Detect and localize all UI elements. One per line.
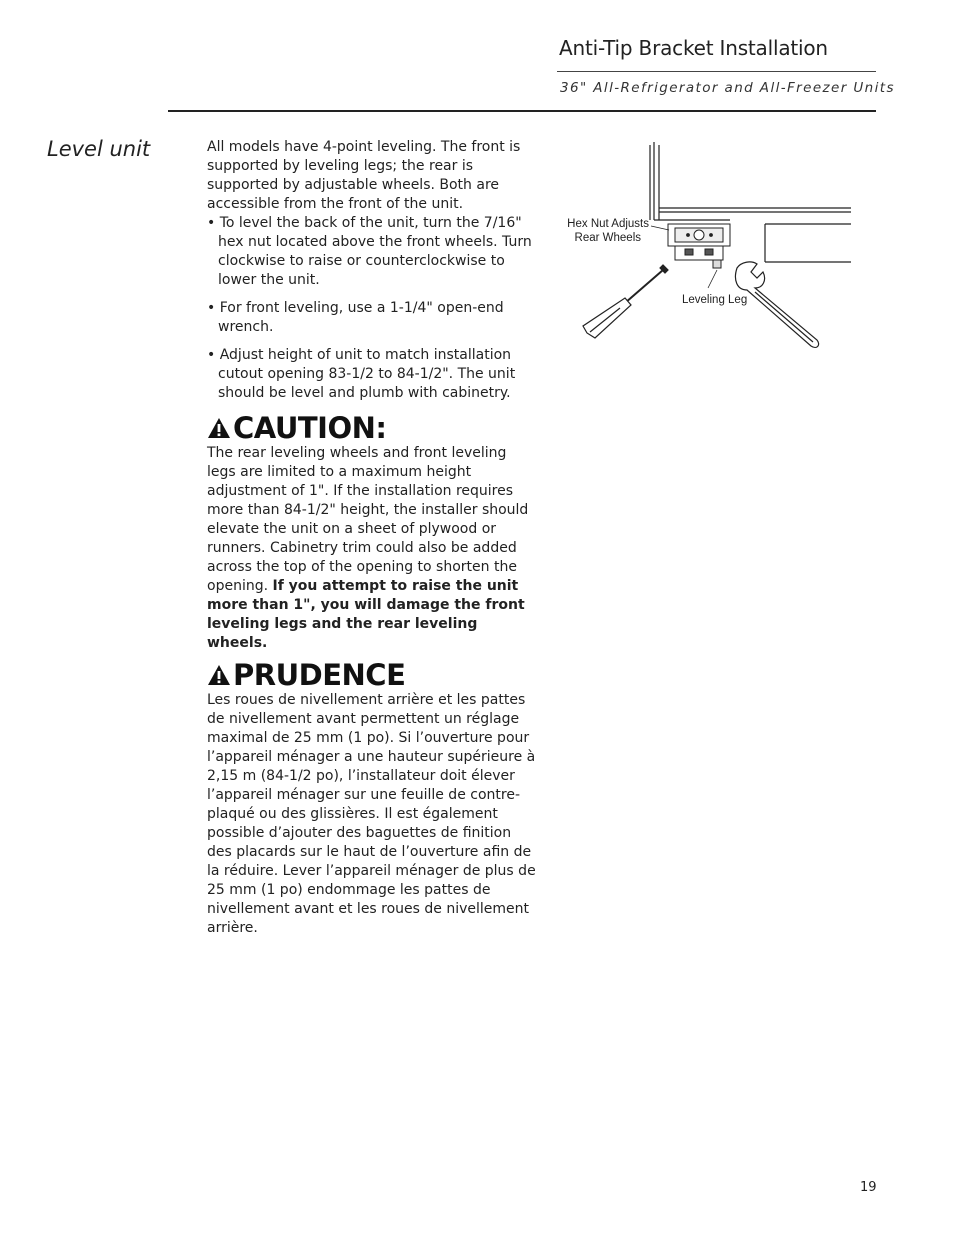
prudence-text: Les roues de nivellement arrière et les pattes de nivellement avant permettent un réglage maximal de 25 mm (1 po). Si l’ouverture pour l’appareil ménager a une hauteur supérieure à 2,15 m (84-1/2 po), l’installateur doit élever l’appareil ménager sur une feuille de contre-plaqué ou des glissières. Il est également possible d’ajouter des baguettes de finition des placards sur le haut de l’ouverture afin de la réduire. Lever l’appareil ménager de plus de 25 mm (1 po) endommage les pattes de nivellement avant et les roues de nivellement arrière. [207, 692, 536, 936]
header-title: Anti-Tip Bracket Installation [559, 36, 828, 60]
leveling-diagram [565, 140, 855, 355]
caution-text [207, 444, 537, 653]
prudence-label: PRUDENCE [233, 658, 406, 692]
section-title: Level unit [47, 137, 151, 161]
page-number: 19 [860, 1180, 877, 1195]
open-end-wrench [735, 262, 818, 348]
caution-label: CAUTION: [233, 411, 387, 445]
bullet-adjust-height: • Adjust height of unit to match installation cutout opening 83-1/2 to 84-1/2". The unit should be level and plumb with cabinetry. [207, 347, 516, 401]
warning-triangle-icon [207, 417, 231, 439]
caution-heading [207, 412, 537, 444]
label-hex-nut: Hex Nut Adjusts [567, 218, 649, 230]
leveling-mechanism [668, 224, 730, 268]
bullet-front-leveling: • For front leveling, use a 1-1/4" open-end wrench. [207, 300, 504, 335]
prudence-heading [207, 659, 537, 691]
header-rule [557, 71, 876, 72]
intro-paragraph: All models have 4-point leveling. The front is supported by leveling legs; the rear is supported by adjustable wheels. Both are accessible from the front of the unit. [207, 139, 521, 212]
caution-body: The rear leveling wheels and front leveling legs are limited to a maximum height adjustment of 1". If the installation requires more than 84-1/2" height, the installer should elevate the unit on a sheet of plywood or runners. Cabinetry trim could also be added across the top of the opening to shorten the opening. [207, 445, 529, 594]
header-subtitle: 36" All-Refrigerator and All-Freezer Units [560, 80, 895, 96]
caution-bold-warning: If you attempt to raise the unit more than 1", you will damage the front leveling legs and the rear leveling wheels. [207, 578, 525, 651]
section-divider [168, 110, 876, 112]
body-column [207, 138, 537, 938]
warning-triangle-icon [207, 664, 231, 686]
label-leveling-leg: Leveling Leg [682, 294, 748, 306]
bullet-rear-leveling: • To level the back of the unit, turn the 7/16" hex nut located above the front wheels. Turn clockwise to raise or counterclockwise to lower the unit. [207, 215, 532, 288]
screwdriver [583, 265, 668, 338]
label-rear-wheels: Rear Wheels [574, 232, 641, 244]
